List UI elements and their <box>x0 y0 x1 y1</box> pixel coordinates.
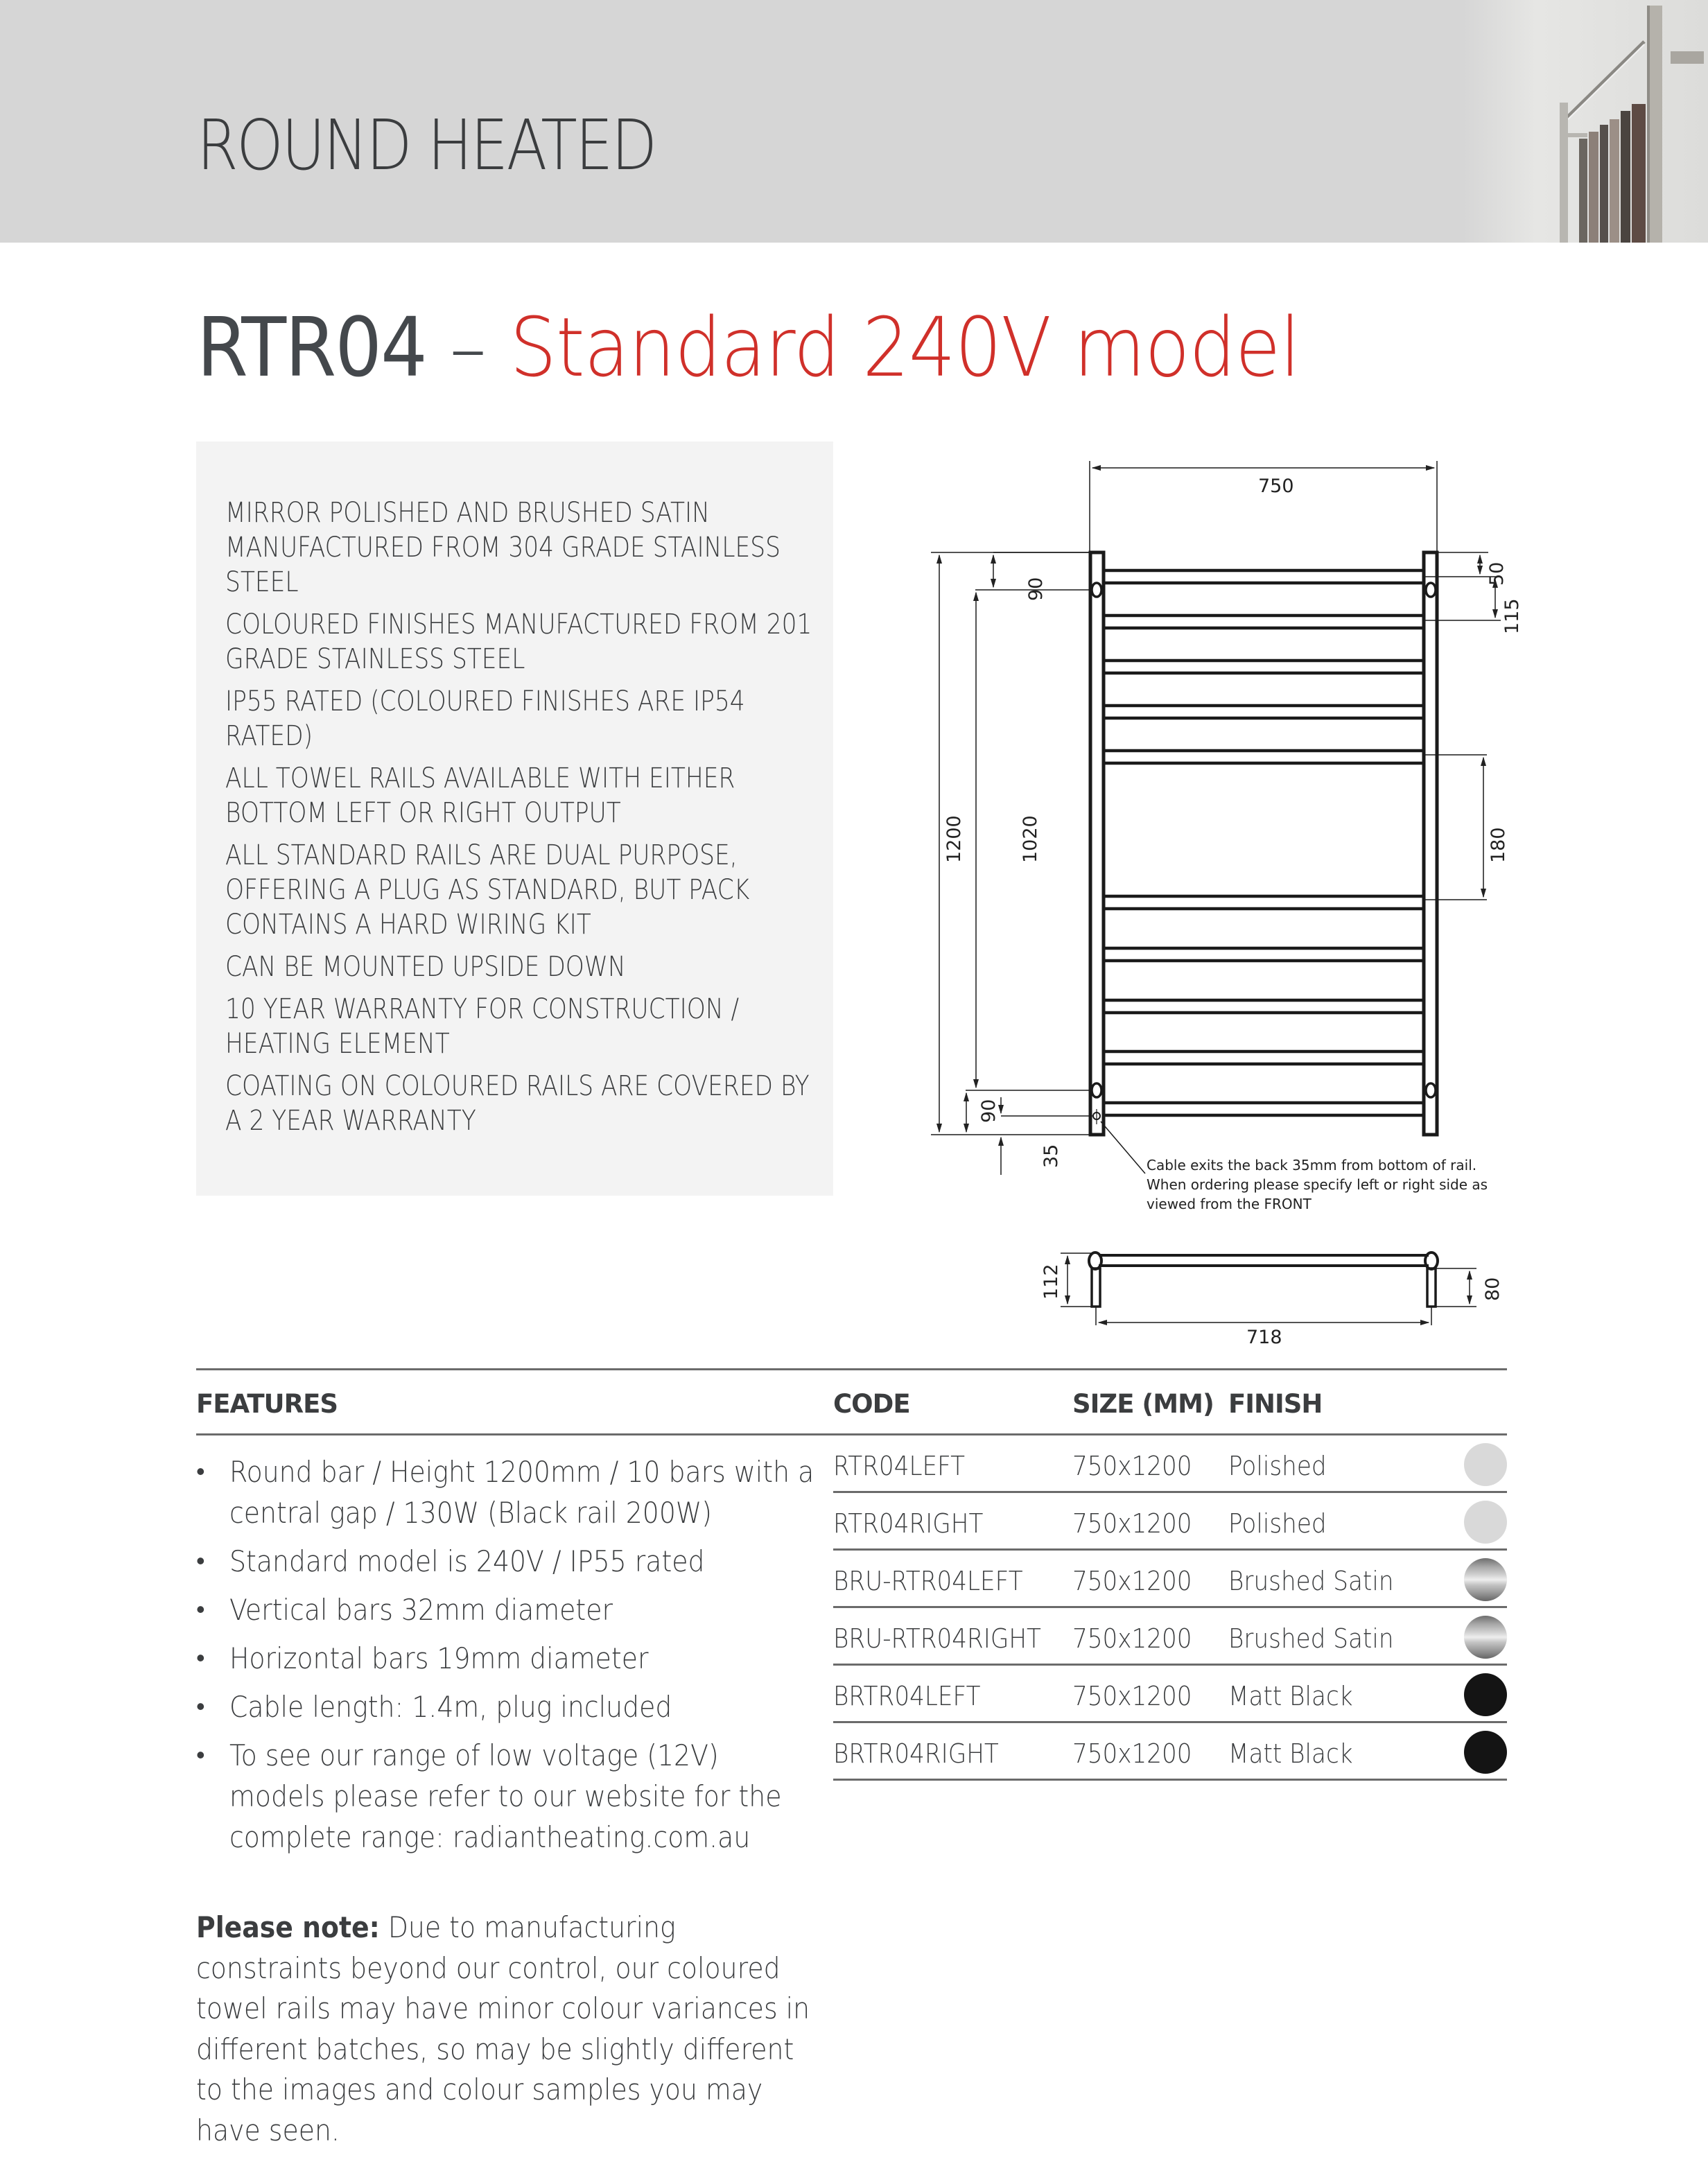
bullet-icon: • <box>196 1596 205 1624</box>
cell-size: 750x1200 <box>1072 1508 1192 1539</box>
table-row <box>833 1723 1507 1781</box>
cell-code: BRU-RTR04RIGHT <box>833 1623 1041 1654</box>
feature-item: • Standard model is 240V / IP55 rated <box>196 1541 820 1582</box>
feature-item: • Cable length: 1.4m, plug included <box>196 1686 820 1727</box>
bullet-icon: • <box>196 1644 205 1673</box>
dim-mount-centres-label: 1020 <box>1020 815 1041 863</box>
cell-size: 750x1200 <box>1072 1738 1192 1769</box>
cell-code: BRTR04RIGHT <box>833 1738 999 1769</box>
feature-item: • Round bar / Height 1200mm / 10 bars with a central gap / 130W (Black rail 200W) <box>196 1451 820 1533</box>
spec-item: ALL TOWEL RAILS AVAILABLE WITH EITHER BOTTOM LEFT OR RIGHT OUTPUT <box>225 762 735 829</box>
dim-depth-label: 112 <box>1040 1264 1062 1300</box>
cell-finish: Matt Black <box>1228 1738 1353 1769</box>
matt-black-swatch-icon <box>1464 1673 1507 1716</box>
cell-code: BRU-RTR04LEFT <box>833 1566 1023 1596</box>
bullet-icon: • <box>196 1458 205 1486</box>
dim-bottom-mount-label: 90 <box>978 1099 1000 1123</box>
cell-finish: Matt Black <box>1228 1681 1353 1711</box>
bullet-icon: • <box>196 1693 205 1721</box>
feature-item: • Horizontal bars 19mm diameter <box>196 1638 820 1679</box>
table-row <box>833 1666 1507 1723</box>
dim-width-label: 750 <box>1258 475 1294 497</box>
brushed-satin-swatch-icon <box>1464 1558 1507 1601</box>
cell-size: 750x1200 <box>1072 1566 1192 1596</box>
product-code: RTR04 <box>197 299 426 395</box>
colour-variance-note <box>196 1908 820 2151</box>
spec-item: MIRROR POLISHED AND BRUSHED SATIN MANUFACTURED FROM 304 GRADE STAINLESS STEEL <box>225 497 781 598</box>
cell-code: RTR04LEFT <box>833 1451 966 1481</box>
note-label: Please note: <box>196 1910 380 1944</box>
features-list <box>196 1451 820 1865</box>
title-dash: – <box>426 299 510 395</box>
feature-item: • To see our range of low voltage (12V) models please refer to our website for the complete range: radiantheating.com.au <box>196 1735 820 1858</box>
bullet-icon: • <box>196 1741 205 1770</box>
product-subtitle: Standard 240V model <box>509 299 1300 395</box>
dim-central-gap-label: 180 <box>1488 827 1509 863</box>
spec-box <box>196 442 833 1196</box>
polished-swatch-icon <box>1464 1501 1507 1544</box>
features-heading: FEATURES <box>196 1389 338 1419</box>
table-row <box>833 1608 1507 1666</box>
spec-list <box>225 496 821 1146</box>
cell-finish: Brushed Satin <box>1228 1623 1394 1654</box>
dim-top-mount-label: 90 <box>1025 577 1047 601</box>
section-title: ROUND HEATED <box>197 105 656 186</box>
cable-note-line: When ordering please specify left or right side as <box>1147 1176 1488 1193</box>
dim-wall-offset-label: 80 <box>1482 1277 1504 1301</box>
cell-size: 750x1200 <box>1072 1451 1192 1481</box>
table-row <box>833 1493 1507 1551</box>
spec-item: CAN BE MOUNTED UPSIDE DOWN <box>225 951 626 983</box>
dim-centres-label: 718 <box>1246 1327 1282 1348</box>
product-title <box>197 299 1300 395</box>
polished-swatch-icon <box>1464 1443 1507 1486</box>
towel-rail-photo <box>1463 0 1708 243</box>
cell-finish: Brushed Satin <box>1228 1566 1394 1596</box>
dim-top-gap-label: 50 <box>1486 561 1508 586</box>
col-header-code: CODE <box>833 1389 910 1419</box>
spec-item: COLOURED FINISHES MANUFACTURED FROM 201 GRADE STAINLESS STEEL <box>225 609 812 675</box>
cable-note-line: viewed from the FRONT <box>1147 1196 1312 1212</box>
cell-finish: Polished <box>1228 1451 1327 1481</box>
feature-item: • Vertical bars 32mm diameter <box>196 1589 820 1630</box>
divider-top <box>196 1368 1507 1370</box>
bullet-icon: • <box>196 1547 205 1576</box>
spec-item: 10 YEAR WARRANTY FOR CONSTRUCTION / HEATING ELEMENT <box>225 993 740 1060</box>
table-row <box>833 1435 1507 1493</box>
spec-item: COATING ON COLOURED RAILS ARE COVERED BY A 2 YEAR WARRANTY <box>225 1070 810 1137</box>
brushed-satin-swatch-icon <box>1464 1616 1507 1659</box>
cell-code: BRTR04LEFT <box>833 1681 981 1711</box>
dim-bar-spacing-label: 115 <box>1501 598 1523 634</box>
cable-note-line: Cable exits the back 35mm from bottom of rail. <box>1147 1157 1477 1173</box>
col-header-size: SIZE (MM) <box>1072 1389 1214 1419</box>
towel-rail-photo-icon <box>1463 0 1708 243</box>
spec-item: IP55 RATED (COLOURED FINISHES ARE IP54 RATED) <box>225 686 745 752</box>
cell-size: 750x1200 <box>1072 1681 1192 1711</box>
cell-code: RTR04RIGHT <box>833 1508 984 1539</box>
cell-finish: Polished <box>1228 1508 1327 1539</box>
note-text: Due to manufacturing constraints beyond our control, our coloured towel rails may have minor colour variances in different batches, so may be slightly different to the images and colour samples you may have seen. <box>196 1910 810 2147</box>
row-divider <box>833 1779 1507 1781</box>
matt-black-swatch-icon <box>1464 1731 1507 1774</box>
dim-cable-exit-label: 35 <box>1040 1144 1062 1168</box>
spec-item: ALL STANDARD RAILS ARE DUAL PURPOSE, OFFERING A PLUG AS STANDARD, BUT PACK CONTAINS A HARD WIRING KIT <box>225 839 750 941</box>
cell-size: 750x1200 <box>1072 1623 1192 1654</box>
col-header-finish: FINISH <box>1228 1389 1323 1419</box>
table-row <box>833 1551 1507 1608</box>
header-band <box>0 0 1708 243</box>
dim-height-label: 1200 <box>943 815 965 863</box>
